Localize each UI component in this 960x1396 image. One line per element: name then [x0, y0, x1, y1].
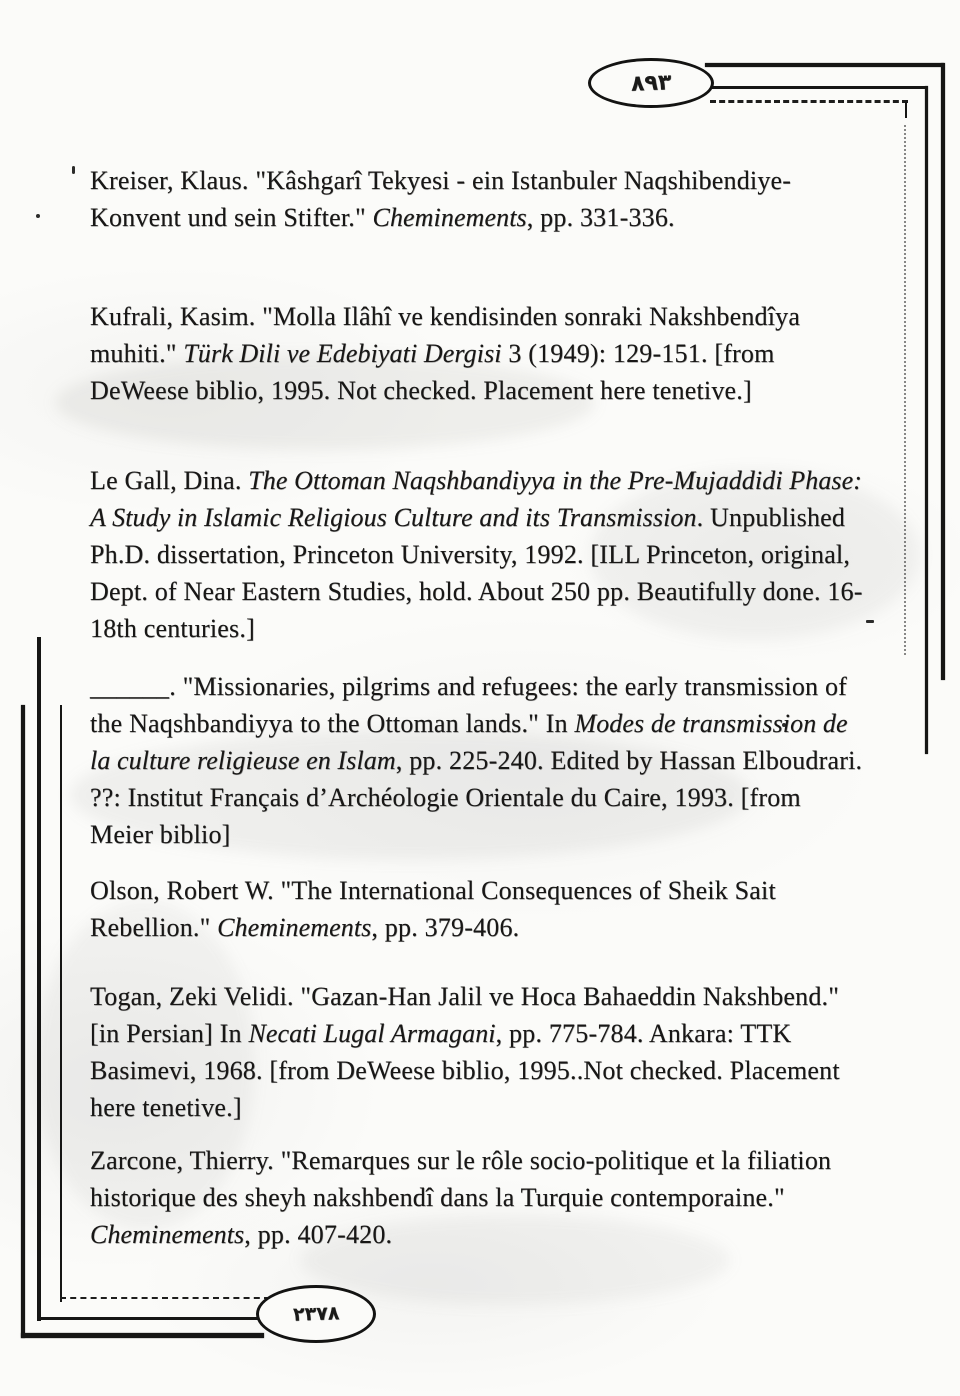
frame-line-dotted [904, 125, 906, 655]
page-number-stamp-top [588, 58, 714, 108]
entry-title-italic: Cheminements [90, 1220, 245, 1249]
entry-text: ______. "Missionaries, pilgrims and refugees: the early transmission of the Naqshbandiyya to the Ottoman lands." In [90, 672, 848, 738]
scan-speck [36, 214, 40, 218]
frame-line-dashed [710, 100, 908, 103]
frame-line-dashed [60, 1297, 270, 1299]
bib-entry-legall [90, 462, 880, 647]
bib-entry-kreiser [90, 162, 830, 236]
frame-line [60, 705, 62, 1302]
bib-entry-togan [90, 978, 870, 1126]
stamp-number-bottom: ٢٣٧٨ [292, 1302, 340, 1326]
stamp-number-top: ٨٩٣ [630, 69, 672, 97]
entry-text: , pp. 225-240. Edited by Hassan Elboudrari. ??: Institut Français d’Archéologie Orientale du Caire, 1993. [from Meier biblio] [90, 746, 863, 849]
entry-title-italic: Cheminements [217, 913, 372, 942]
entry-text: Kufrali, Kasim. "Molla Ilâhî ve kendisinden sonraki Nakshbendîya muhiti." [90, 302, 801, 368]
entry-title-italic: Türk Dili ve Edebiyati Dergisi [183, 339, 502, 368]
scan-speck [72, 166, 75, 174]
frame-line [941, 63, 945, 680]
frame-line [705, 63, 944, 67]
entry-text: Zarcone, Thierry. "Remarques sur le rôle socio-politique et la filiation historique des sheyh nakshbendî dans la Turquie contemporaine." [90, 1146, 832, 1212]
frame-line [21, 1333, 264, 1338]
frame-line [925, 86, 928, 754]
entry-title-italic: Cheminements [372, 203, 527, 232]
entry-text: Togan, Zeki Velidi. "Gazan-Han Jalil ve Hoca Bahaeddin Nakshbend." [in Persian] In [90, 982, 840, 1048]
entry-text: , pp. 331-336. [526, 203, 675, 232]
bib-entry-zarcone [90, 1142, 855, 1253]
bib-entry-kufrali [90, 298, 838, 409]
entry-title-italic: The Ottoman Naqshbandiyya in the Pre-Mujaddidi Phase: A Study in Islamic Religious Culture and its Transmission [90, 466, 863, 532]
entry-text: Le Gall, Dina. [90, 466, 249, 495]
entry-text: Kreiser, Klaus. "Kâshgarî Tekyesi - ein Istanbuler Naqshibendiye-Konvent und sein Stifter." [90, 166, 792, 232]
entry-text: . Unpublished Ph.D. dissertation, Princeton University, 1992. [ILL Princeton, original, Dept. of Near Eastern Studies, hold. About 250 pp. Beautifully done. 16-18th centuries.] [90, 503, 863, 643]
frame-line [21, 705, 25, 1338]
entry-title-italic: Modes de transmission de la culture religieuse en Islam [90, 709, 848, 775]
page-number-stamp-bottom [256, 1285, 376, 1343]
entry-text: , pp. 775-784. Ankara: TTK Basimevi, 1968. [from DeWeese biblio, 1995..Not checked. Placement here tenetive.] [90, 1019, 840, 1122]
frame-line [37, 1317, 265, 1320]
frame-line [905, 102, 907, 118]
frame-line [37, 637, 41, 1321]
frame-line [707, 86, 928, 89]
entry-text: , pp. 407-420. [244, 1220, 393, 1249]
entry-text: 3 (1949): 129-151. [from DeWeese biblio, 1995. Not checked. Placement here tenetive.] [90, 339, 775, 405]
entry-text: , pp. 379-406. [371, 913, 520, 942]
entry-text: Olson, Robert W. "The International Consequences of Sheik Sait Rebellion." [90, 876, 776, 942]
bib-entry-legall-missionaries [90, 668, 865, 853]
bib-entry-olson [90, 872, 890, 946]
entry-title-italic: Necati Lugal Armagani [248, 1019, 496, 1048]
